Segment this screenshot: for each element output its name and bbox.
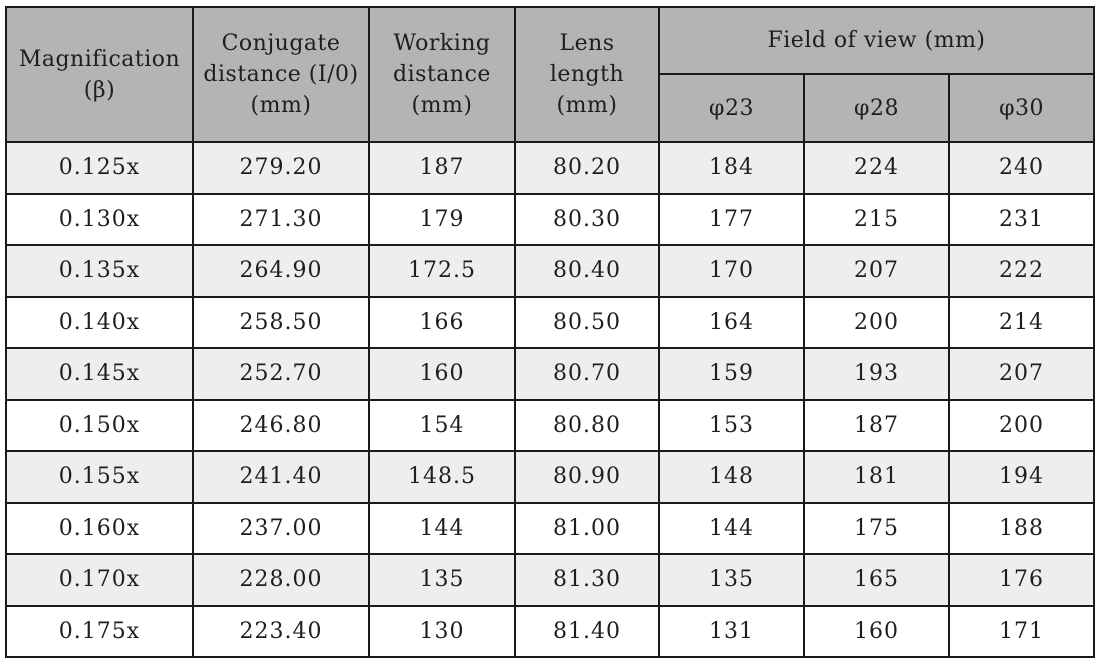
cell-fov-phi30: 222 bbox=[949, 245, 1094, 297]
cell-fov-phi28: 200 bbox=[804, 297, 949, 349]
cell-fov-phi30: 231 bbox=[949, 194, 1094, 246]
cell-conjugate-distance: 271.30 bbox=[193, 194, 369, 246]
cell-magnification: 0.125x bbox=[6, 142, 193, 194]
cell-lens-length: 80.30 bbox=[515, 194, 659, 246]
table-row bbox=[6, 194, 1094, 246]
cell-magnification: 0.155x bbox=[6, 451, 193, 503]
cell-magnification: 0.160x bbox=[6, 503, 193, 555]
cell-fov-phi28: 187 bbox=[804, 400, 949, 452]
cell-lens-length: 81.30 bbox=[515, 554, 659, 606]
cell-working-distance: 187 bbox=[369, 142, 515, 194]
cell-working-distance: 135 bbox=[369, 554, 515, 606]
table-row bbox=[6, 400, 1094, 452]
cell-fov-phi23: 159 bbox=[659, 348, 804, 400]
cell-conjugate-distance: 223.40 bbox=[193, 606, 369, 658]
cell-fov-phi28: 193 bbox=[804, 348, 949, 400]
cell-lens-length: 80.40 bbox=[515, 245, 659, 297]
cell-fov-phi23: 131 bbox=[659, 606, 804, 658]
cell-fov-phi23: 153 bbox=[659, 400, 804, 452]
header-field-of-view: Field of view (mm) bbox=[659, 7, 1094, 74]
cell-fov-phi23: 170 bbox=[659, 245, 804, 297]
cell-conjugate-distance: 237.00 bbox=[193, 503, 369, 555]
table-row bbox=[6, 142, 1094, 194]
header-fov-phi30: φ30 bbox=[949, 74, 1094, 142]
cell-fov-phi30: 200 bbox=[949, 400, 1094, 452]
cell-lens-length: 80.20 bbox=[515, 142, 659, 194]
cell-fov-phi30: 240 bbox=[949, 142, 1094, 194]
table-row bbox=[6, 297, 1094, 349]
cell-fov-phi23: 177 bbox=[659, 194, 804, 246]
table-row bbox=[6, 451, 1094, 503]
cell-fov-phi30: 194 bbox=[949, 451, 1094, 503]
cell-conjugate-distance: 252.70 bbox=[193, 348, 369, 400]
table-header bbox=[6, 7, 1094, 142]
header-conjugate-distance: Conjugate distance (I/0) (mm) bbox=[193, 7, 369, 142]
cell-conjugate-distance: 279.20 bbox=[193, 142, 369, 194]
cell-fov-phi23: 184 bbox=[659, 142, 804, 194]
table-row bbox=[6, 606, 1094, 658]
cell-lens-length: 80.70 bbox=[515, 348, 659, 400]
cell-fov-phi28: 215 bbox=[804, 194, 949, 246]
cell-magnification: 0.150x bbox=[6, 400, 193, 452]
header-lens-length: Lens length (mm) bbox=[515, 7, 659, 142]
cell-fov-phi30: 171 bbox=[949, 606, 1094, 658]
cell-fov-phi28: 165 bbox=[804, 554, 949, 606]
cell-magnification: 0.135x bbox=[6, 245, 193, 297]
cell-magnification: 0.130x bbox=[6, 194, 193, 246]
table-row bbox=[6, 554, 1094, 606]
cell-magnification: 0.145x bbox=[6, 348, 193, 400]
cell-working-distance: 166 bbox=[369, 297, 515, 349]
cell-fov-phi28: 224 bbox=[804, 142, 949, 194]
cell-fov-phi30: 214 bbox=[949, 297, 1094, 349]
cell-lens-length: 81.40 bbox=[515, 606, 659, 658]
cell-working-distance: 179 bbox=[369, 194, 515, 246]
cell-conjugate-distance: 264.90 bbox=[193, 245, 369, 297]
table-row bbox=[6, 503, 1094, 555]
cell-lens-length: 81.00 bbox=[515, 503, 659, 555]
table-row bbox=[6, 245, 1094, 297]
cell-working-distance: 144 bbox=[369, 503, 515, 555]
cell-fov-phi23: 144 bbox=[659, 503, 804, 555]
cell-magnification: 0.175x bbox=[6, 606, 193, 658]
cell-fov-phi28: 207 bbox=[804, 245, 949, 297]
cell-conjugate-distance: 258.50 bbox=[193, 297, 369, 349]
cell-fov-phi28: 160 bbox=[804, 606, 949, 658]
cell-lens-length: 80.80 bbox=[515, 400, 659, 452]
header-magnification: Magnification (β) bbox=[6, 7, 193, 142]
lens-spec-table bbox=[5, 6, 1095, 658]
cell-magnification: 0.140x bbox=[6, 297, 193, 349]
cell-conjugate-distance: 241.40 bbox=[193, 451, 369, 503]
cell-lens-length: 80.50 bbox=[515, 297, 659, 349]
cell-fov-phi30: 176 bbox=[949, 554, 1094, 606]
table-body bbox=[6, 142, 1094, 657]
cell-fov-phi28: 175 bbox=[804, 503, 949, 555]
header-fov-phi28: φ28 bbox=[804, 74, 949, 142]
header-fov-phi23: φ23 bbox=[659, 74, 804, 142]
header-working-distance: Working distance (mm) bbox=[369, 7, 515, 142]
cell-conjugate-distance: 246.80 bbox=[193, 400, 369, 452]
cell-lens-length: 80.90 bbox=[515, 451, 659, 503]
cell-working-distance: 172.5 bbox=[369, 245, 515, 297]
cell-conjugate-distance: 228.00 bbox=[193, 554, 369, 606]
cell-magnification: 0.170x bbox=[6, 554, 193, 606]
cell-fov-phi30: 188 bbox=[949, 503, 1094, 555]
cell-fov-phi23: 148 bbox=[659, 451, 804, 503]
cell-fov-phi23: 164 bbox=[659, 297, 804, 349]
cell-working-distance: 130 bbox=[369, 606, 515, 658]
cell-working-distance: 148.5 bbox=[369, 451, 515, 503]
cell-fov-phi28: 181 bbox=[804, 451, 949, 503]
cell-working-distance: 154 bbox=[369, 400, 515, 452]
cell-fov-phi23: 135 bbox=[659, 554, 804, 606]
cell-fov-phi30: 207 bbox=[949, 348, 1094, 400]
table-row bbox=[6, 348, 1094, 400]
cell-working-distance: 160 bbox=[369, 348, 515, 400]
